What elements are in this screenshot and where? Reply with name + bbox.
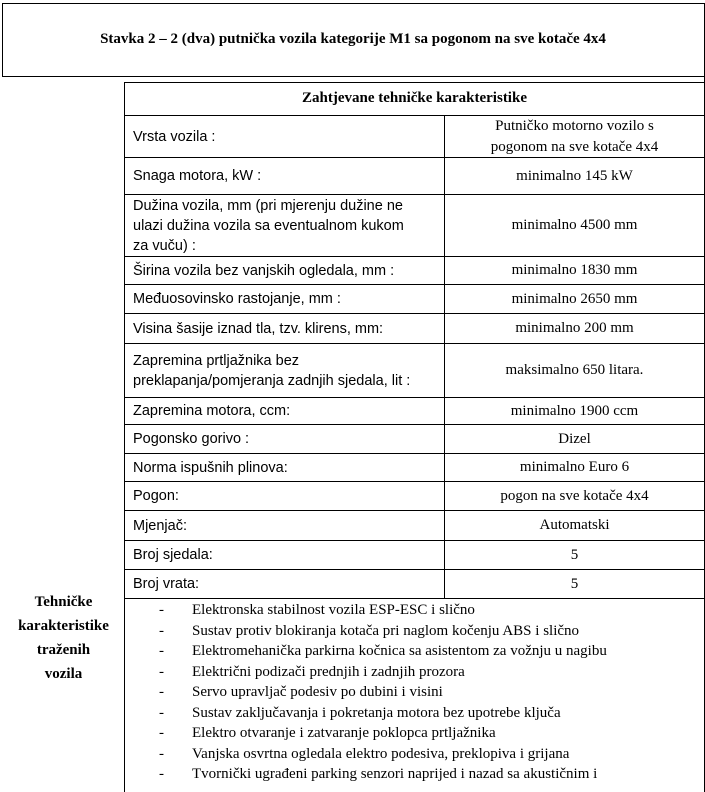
spec-label — [125, 541, 444, 569]
spec-value — [445, 158, 704, 194]
row-divider — [125, 598, 705, 599]
spec-label — [125, 257, 444, 284]
spec-label — [125, 116, 444, 157]
spec-value — [445, 511, 704, 540]
table-header: Zahtjevane tehničke karakteristike — [302, 90, 527, 106]
spec-value — [445, 398, 704, 424]
spec-label — [125, 454, 444, 481]
spec-value-line: Putničko motorno vozilo s — [495, 117, 654, 134]
spec-value-line: Dizel — [558, 430, 591, 447]
spec-label — [125, 158, 444, 194]
feature-text: Elektronska stabilnost vozila ESP-ESC i slično — [192, 602, 475, 618]
spec-label-line: Broj sjedala: — [133, 547, 213, 563]
spec-label — [125, 570, 444, 598]
spec-label — [125, 482, 444, 510]
spec-label-line: Visina šasije iznad tla, tzv. klirens, mm: — [133, 320, 384, 337]
bullet-icon: - — [159, 684, 164, 700]
spec-value — [445, 195, 704, 256]
bullet-icon: - — [159, 725, 164, 741]
bullet-icon: - — [159, 704, 164, 721]
section-label-line: karakteristike — [18, 618, 109, 634]
feature-text: Servo upravljač podesiv po dubini i visini — [192, 684, 443, 700]
bullet-icon: - — [159, 643, 164, 659]
bullet-icon: - — [159, 602, 164, 618]
spec-value — [445, 541, 704, 569]
spec-label — [125, 195, 444, 256]
spec-value-line: pogonom na sve kotače 4x4 — [490, 138, 659, 155]
spec-label-line: Broj vrata: — [133, 576, 200, 592]
spec-label-line: Pogonsko gorivo : — [133, 431, 250, 447]
spec-label-line: Dužina vozila, mm (pri mjerenju dužine ne — [133, 197, 403, 214]
feature-text: Sustav protiv blokiranja kotača pri naglom kočenju ABS i slično — [192, 622, 580, 639]
bullet-icon: - — [159, 663, 164, 680]
feature-list — [125, 600, 704, 792]
spec-value-line: Automatski — [539, 517, 610, 533]
spec-value-line: minimalno 4500 mm — [511, 217, 638, 233]
spec-label — [125, 511, 444, 540]
spec-label — [125, 285, 444, 313]
section-label — [2, 590, 125, 686]
spec-label-line: Mjenjač: — [133, 517, 187, 534]
spec-value — [445, 314, 704, 343]
spec-value — [445, 285, 704, 313]
feature-text: Sustav zaključavanja i pokretanja motora bez upotrebe ključa — [192, 704, 561, 721]
spec-value-line: pogon na sve kotače 4x4 — [500, 487, 649, 504]
spec-value-line: minimalno 200 mm — [515, 320, 634, 336]
spec-label — [125, 314, 444, 343]
border-line — [2, 76, 705, 77]
spec-value-line: minimalno 2650 mm — [511, 290, 638, 307]
spec-value-line: 5 — [570, 546, 579, 563]
spec-label — [125, 425, 444, 453]
feature-text: Električni podizači prednjih i zadnjih prozora — [192, 663, 465, 680]
spec-value — [445, 570, 704, 598]
section-label-line: vozila — [44, 666, 83, 682]
spec-value-line: minimalno 1830 mm — [511, 262, 638, 278]
spec-label-line: za vuču) : — [133, 237, 196, 254]
feature-text: Tvornički ugrađeni parking senzori naprijed i nazad sa akustičnim i — [192, 766, 598, 782]
feature-text: Elektro otvaranje i zatvaranje poklopca prtljažnika — [192, 725, 496, 741]
bullet-icon: - — [159, 745, 164, 762]
spec-value-line: minimalno 1900 ccm — [510, 402, 639, 419]
spec-label-line: Pogon: — [133, 488, 179, 504]
bullet-icon: - — [159, 766, 164, 782]
spec-value-line: minimalno Euro 6 — [519, 459, 630, 475]
spec-label-line: Međuosovinsko rastojanje, mm : — [133, 291, 341, 307]
spec-label-line: Norma ispušnih plinova: — [133, 459, 288, 476]
feature-text: Vanjska osvrtna ogledala elektro podesiva, preklopiva i grijana — [192, 745, 570, 762]
page-title: Stavka 2 – 2 (dva) putnička vozila kategorije M1 sa pogonom na sve kotače 4x4 — [100, 31, 606, 47]
spec-label-line: Zapremina prtljažnika bez — [133, 352, 300, 369]
spec-value-line: 5 — [570, 575, 579, 592]
spec-label-line: Vrsta vozila : — [133, 128, 216, 145]
spec-label — [125, 398, 444, 424]
spec-value — [445, 454, 704, 481]
spec-value — [445, 482, 704, 510]
spec-label-line: Širina vozila bez vanjskih ogledala, mm : — [133, 262, 395, 279]
spec-value-line: minimalno 145 kW — [516, 167, 633, 184]
spec-label — [125, 344, 444, 397]
spec-value-line: maksimalno 650 litara. — [505, 362, 644, 378]
spec-value — [445, 425, 704, 453]
spec-value — [445, 257, 704, 284]
section-label-line: traženih — [36, 642, 91, 658]
spec-value — [445, 344, 704, 397]
spec-value — [445, 116, 704, 157]
feature-text: Elektromehanička parkirna kočnica sa asistentom za vožnju u nagibu — [192, 643, 607, 659]
spec-label-line: ulazi dužina vozila sa eventualnom kukom — [133, 217, 404, 234]
spec-label-line: Snaga motora, kW : — [133, 168, 262, 184]
section-label-line: Tehničke — [34, 594, 93, 610]
spec-label-line: preklapanja/pomjeranja zadnjih sjedala, lit : — [133, 372, 411, 389]
bullet-icon: - — [159, 622, 164, 639]
spec-label-line: Zapremina motora, ccm: — [133, 403, 291, 419]
